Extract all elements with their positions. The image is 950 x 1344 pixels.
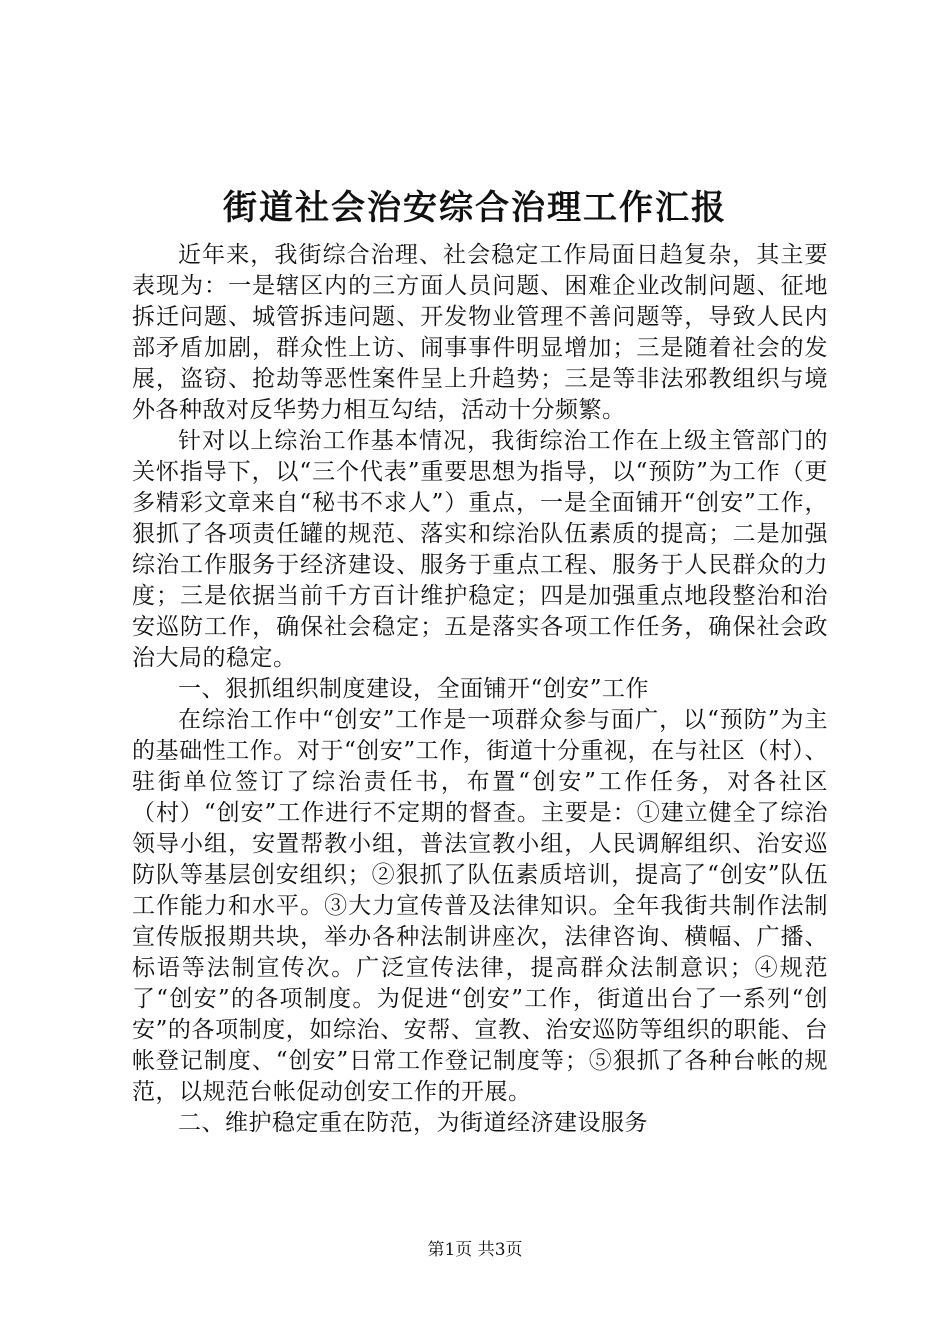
section-heading-2: 二、维护稳定重在防范，为街道经济建设服务 [178, 1110, 648, 1136]
page-number-footer: 第1页 共3页 [427, 1240, 523, 1260]
paragraph-intro: 近年来，我街综合治理、社会稳定工作局面日趋复杂，其主要表现为：一是辖区内的三方面人员问题、困难企业改制问题、征地拆迁问题、城管拆违问题、开发物业管理不善问题等，导致人民内部矛盾加剧，群众性上访、闹事事件明显增加；三是随着社会的发展，盗窃、抢劫等恶性案件呈上升趋势；三是等非法邪教组织与境外各种敌对反华势力相互勾结，活动十分频繁。 [132, 242, 828, 423]
paragraph-section-1: 在综治工作中“创安”工作是一项群众参与面广，以“预防”为主的基础性工作。对于“创安”工作，街道十分重视，在与社区（村）、驻街单位签订了综治责任书，布置“创安”工作任务，对各社区（村）“创安”工作进行不定期的督查。主要是：①建立健全了综治领导小组，安置帮教小组，普法宣教小组，人民调解组织、治安巡防队等基层创安组织；②狠抓了队伍素质培训，提高了“创安”队伍工作能力和水平。③大力宣传普及法律知识。全年我街共制作法制宣传版报期共块，举办各种法制讲座次，法律咨询、横幅、广播、标语等法制宣传次。广泛宣传法律，提高群众法制意识；④规范了“创安”的各项制度。为促进“创安”工作，街道出台了一系列“创安”的各项制度，如综治、安帮、宣教、治安巡防等组织的职能、台帐登记制度、“创安”日常工作登记制度等；⑤狠抓了各种台帐的规范，以规范台帐促动创安工作的开展。 [132, 707, 828, 1105]
section-heading-1: 一、狠抓组织制度建设，全面铺开“创安”工作 [178, 676, 650, 702]
paragraph-overview: 针对以上综治工作基本情况，我街综治工作在上级主管部门的关怀指导下，以“三个代表”重要思想为指导，以“预防”为工作（更多精彩文章来自“秘书不求人”）重点，一是全面铺开“创安”工作，狠抓了各项责任罐的规范、落实和综治队伍素质的提高；二是加强综治工作服务于经济建设、服务于重点工程、服务于人民群众的力度；三是依据当前千方百计维护稳定；四是加强重点地段整治和治安巡防工作，确保社会稳定；五是落实各项工作任务，确保社会政治大局的稳定。 [132, 428, 828, 671]
document-body [132, 240, 828, 1139]
page-title: 街道社会治安综合治理工作汇报 [223, 188, 727, 228]
